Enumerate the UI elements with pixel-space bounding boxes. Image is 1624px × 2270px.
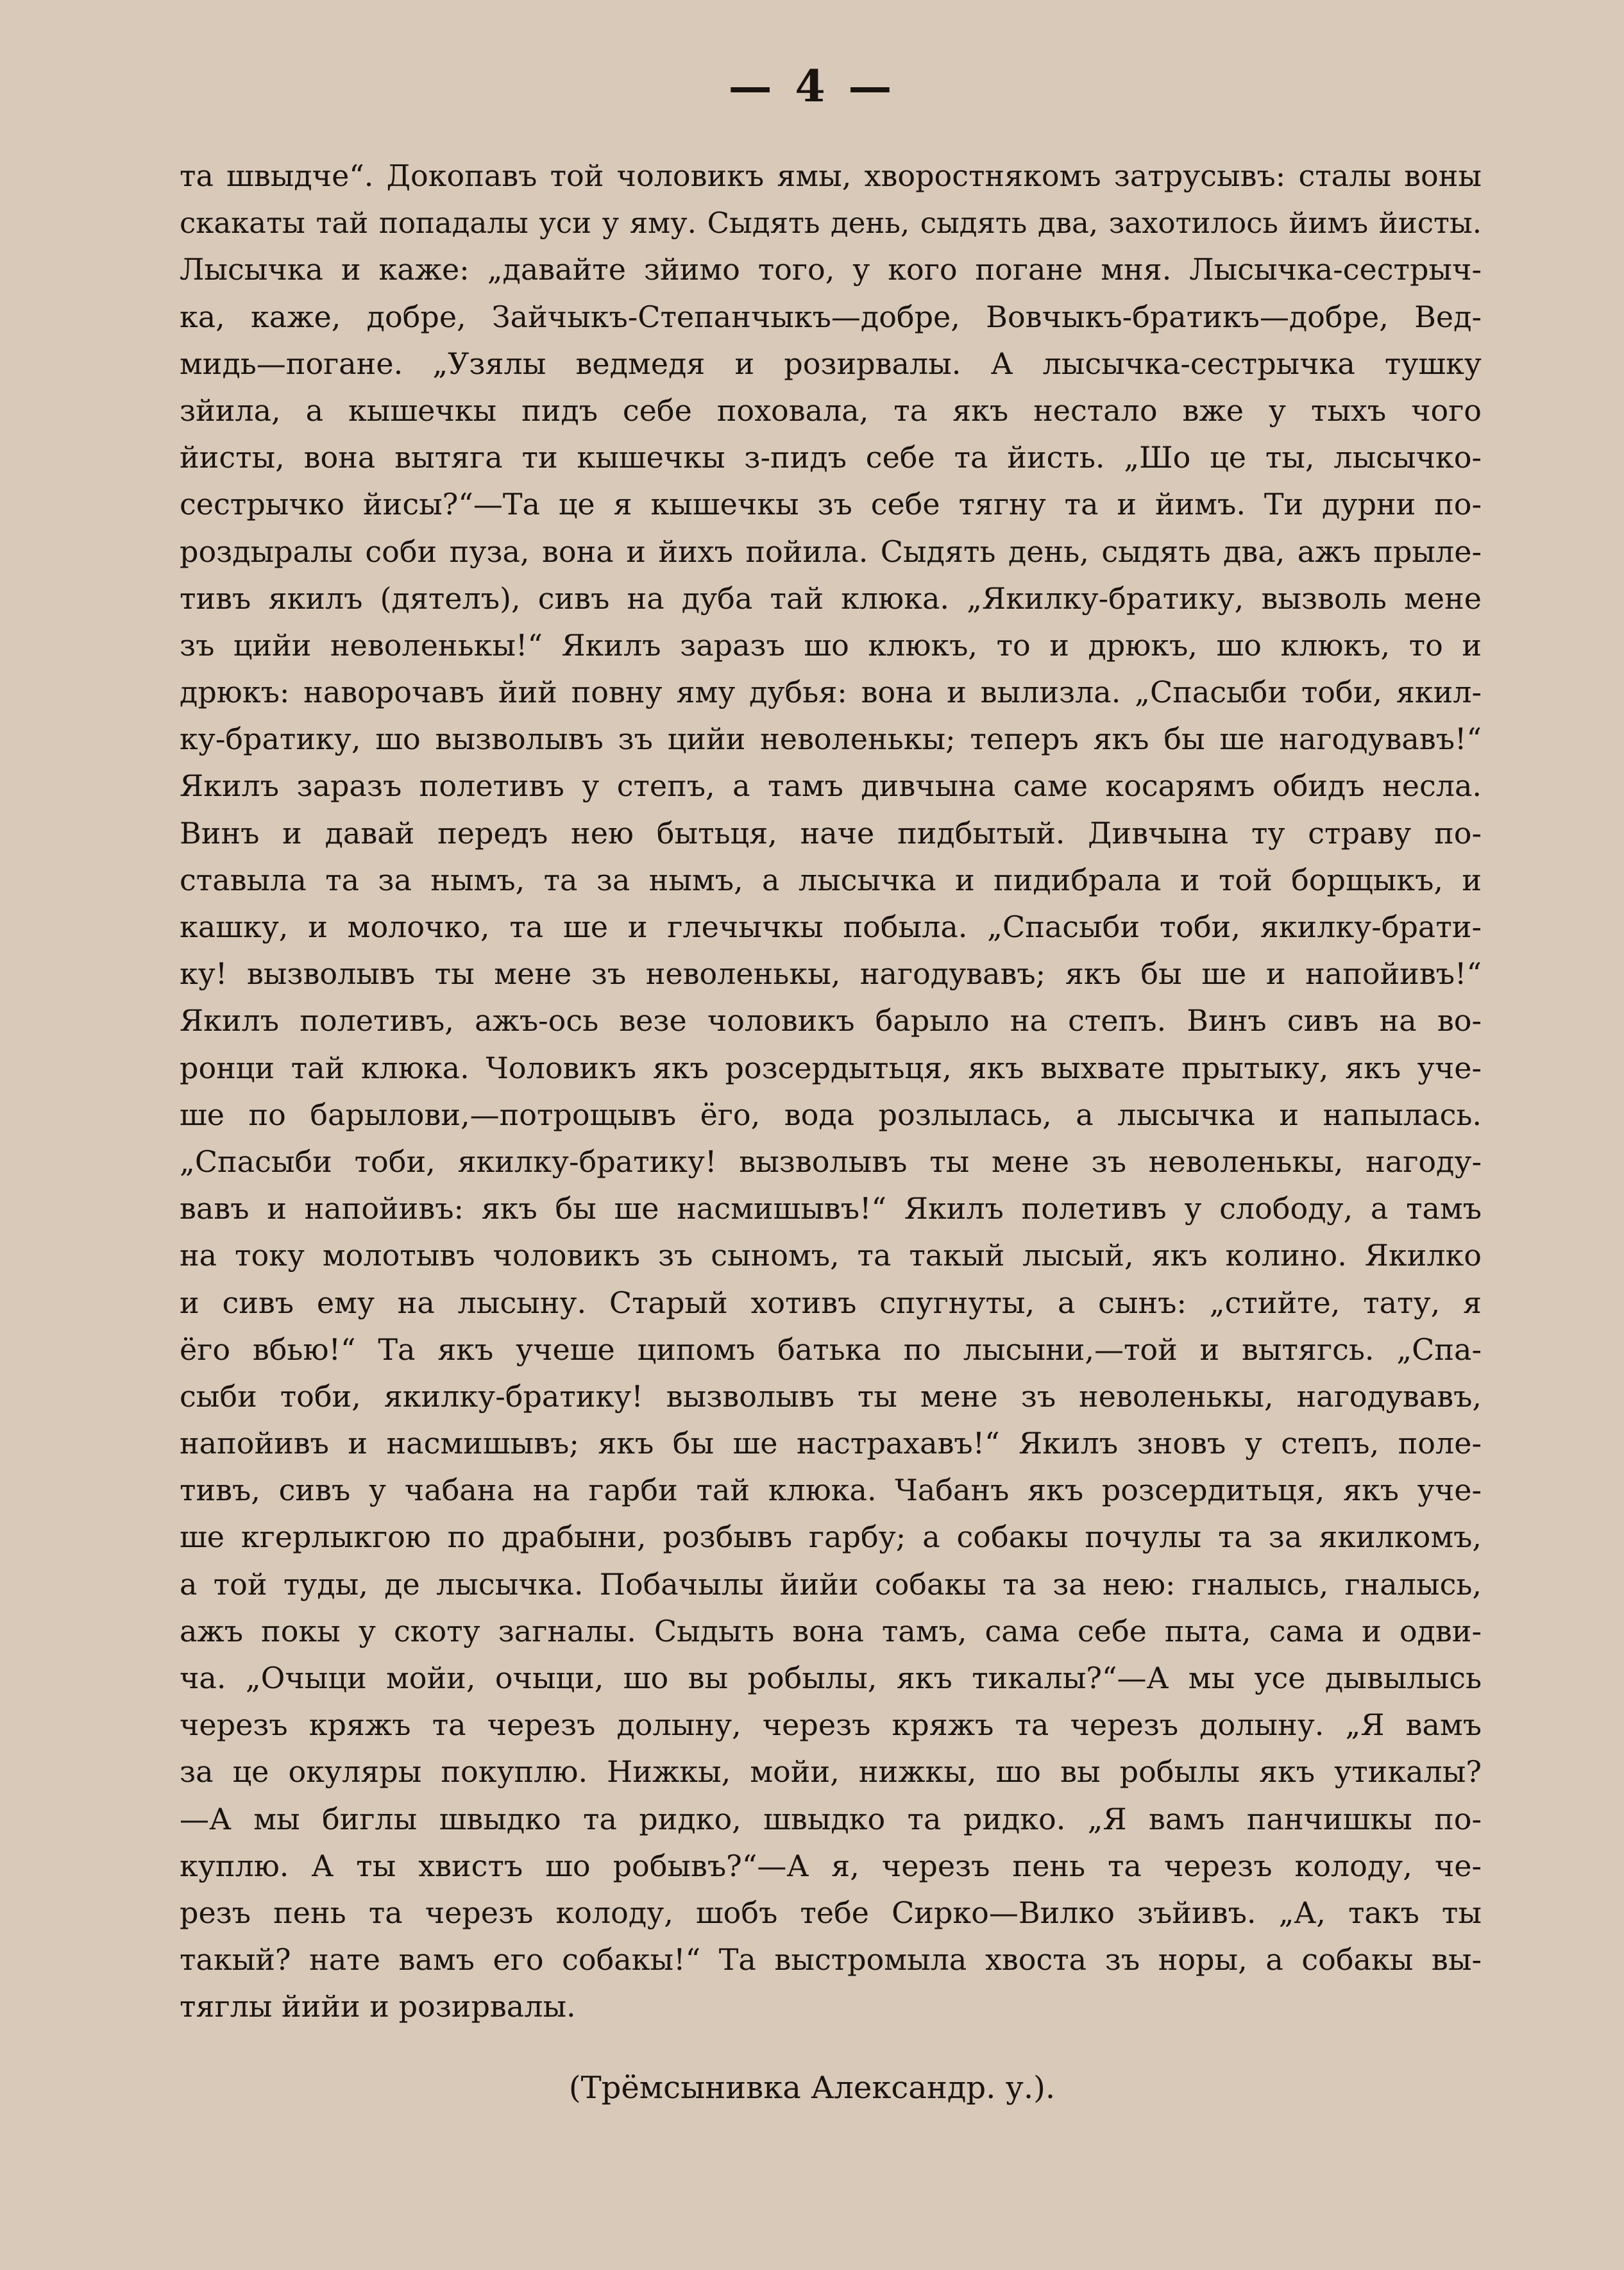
text-line: скакаты тай попадалы уси у яму. Сыдять день, сыдять два, захотилось йимъ йисты. — [180, 206, 1482, 241]
text-line: ставыла та за нымъ, та за нымъ, а лысычка и пидибрала и той борщыкъ, и — [180, 862, 1482, 897]
text-line: Якилъ полетивъ, ажъ-ось везе чоловикъ барыло на степъ. Винъ сивъ на во- — [180, 1003, 1482, 1038]
text-line: ка, каже, добре, Зайчыкъ-Степанчыкъ—добре, Вовчыкъ-братикъ—добре, Вед- — [180, 299, 1482, 334]
text-line: черезъ кряжъ та черезъ долыну, черезъ кряжъ та черезъ долыну. „Я вамъ — [180, 1707, 1482, 1743]
text-line: а той туды, де лысычка. Побачылы йийи собакы та за нею: гналысь, гналысь, — [180, 1566, 1482, 1602]
text-line: ку-братику, шо вызволывъ зъ цийи неволенькы; теперъ якъ бы ше нагодувавъ!“ — [180, 722, 1482, 757]
text-line: та швыдче“. Докопавъ той чоловикъ ямы, хворостнякомъ затрусывъ: сталы воны — [180, 158, 1482, 193]
text-line: роздыралы соби пуза, вона и йихъ пойила. Сыдять день, сыдять два, ажъ прыле- — [180, 534, 1482, 569]
page-number: — 4 — — [728, 61, 896, 112]
text-line: кашку, и молочко, та ше и глечычкы побыла. „Спасыби тоби, якилку-брати- — [180, 910, 1482, 944]
text-line: —А мы биглы швыдко та ридко, швыдко та ридко. „Я вамъ панчишкы по- — [180, 1801, 1482, 1836]
body-text — [180, 153, 1482, 2031]
text-line: йисты, вона вытяга ти кышечкы з-пидъ себе та йисть. „Шо це ты, лысычко- — [180, 440, 1482, 475]
text-line: зйила, а кышечкы пидъ себе поховала, та якъ нестало вже у тыхъ чого — [180, 393, 1482, 428]
text-line: за це окуляры покуплю. Нижкы, мойи, нижкы, шо вы робылы якъ утикалы? — [180, 1754, 1482, 1790]
text-line: тяглы йийи и розирвалы. — [180, 1989, 576, 2024]
text-line: Лысычка и каже: „давайте зйимо того, у кого погане мня. Лысычка-сестрыч- — [180, 252, 1482, 287]
text-line: ше по барылови,—потрощывъ ёго, вода розлылась, а лысычка и напылась. — [180, 1097, 1482, 1132]
text-line: сыби тоби, якилку-братику! вызволывъ ты мене зъ неволенькы, нагодувавъ, — [180, 1378, 1482, 1414]
text-line: и сивъ ему на лысыну. Старый хотивъ спугнуты, а сынъ: „стийте, тату, я — [180, 1285, 1482, 1320]
text-line: ажъ покы у скоту загналы. Сыдыть вона тамъ, сама себе пыта, сама и одви- — [180, 1613, 1482, 1648]
text-line: такый? нате вамъ его собакы!“ Та выстромыла хвоста зъ норы, а собакы вы- — [180, 1942, 1482, 1978]
text-line: вавъ и напойивъ: якъ бы ше насмишывъ!“ Якилъ полетивъ у слободу, а тамъ — [180, 1191, 1482, 1226]
text-line: тивъ, сивъ у чабана на гарби тай клюка. Чабанъ якъ розсердитьця, якъ уче- — [180, 1473, 1482, 1508]
text-line: тивъ якилъ (дятелъ), сивъ на дуба тай клюка. „Якилку-братику, вызволь мене — [180, 580, 1482, 616]
text-line: ку! вызволывъ ты мене зъ неволенькы, нагодувавъ; якъ бы ше и напойивъ!“ — [180, 956, 1482, 992]
text-line: резъ пень та черезъ колоду, шобъ тебе Сирко—Вилко зъйивъ. „А, такъ ты — [180, 1895, 1482, 1930]
signature: (Трёмсынивка Александр. у.). — [568, 2070, 1056, 2106]
text-line: куплю. А ты хвистъ шо робывъ?“—А я, черезъ пень та черезъ колоду, че- — [180, 1848, 1482, 1883]
text-line: сестрычко йисы?“—Та це я кышечкы зъ себе тягну та и йимъ. Ти дурни по- — [180, 487, 1482, 522]
text-line: ёго вбью!“ Та якъ учеше ципомъ батька по лысыни,—той и вытягсь. „Спа- — [180, 1332, 1482, 1367]
text-line: мидь—погане. „Узялы ведмедя и розирвалы. А лысычка-сестрычка тушку — [180, 346, 1482, 381]
text-line: зъ цийи неволенькы!“ Якилъ заразъ шо клюкъ, то и дрюкъ, шо клюкъ, то и — [180, 627, 1482, 663]
text-line: на току молотывъ чоловикъ зъ сыномъ, та такый лысый, якъ колино. Якилко — [180, 1238, 1482, 1273]
text-line: дрюкъ: наворочавъ йий повну яму дубья: вона и вылизла. „Спасыби тоби, якил- — [180, 675, 1482, 710]
text-line: ча. „Очыци мойи, очыци, шо вы робылы, якъ тикалы?“—А мы усе дывылысь — [180, 1661, 1482, 1695]
text-line: Винъ и давай передъ нею бытьця, наче пидбытый. Дивчына ту страву по- — [180, 815, 1482, 851]
text-line: Якилъ заразъ полетивъ у степъ, а тамъ дивчына саме косарямъ обидъ несла. — [180, 768, 1482, 804]
text-line: „Спасыби тоби, якилку-братику! вызволывъ ты мене зъ неволенькы, нагоду- — [180, 1144, 1482, 1179]
text-line: напойивъ и насмишывъ; якъ бы ше настрахавъ!“ Якилъ зновъ у степъ, поле- — [180, 1426, 1482, 1461]
text-line: ронци тай клюка. Чоловикъ якъ розсердытьця, якъ выхвате прытыку, якъ уче- — [180, 1050, 1482, 1085]
text-line: ше кгерлыкгою по драбыни, розбывъ гарбу; а собакы почулы та за якилкомъ, — [180, 1520, 1482, 1555]
